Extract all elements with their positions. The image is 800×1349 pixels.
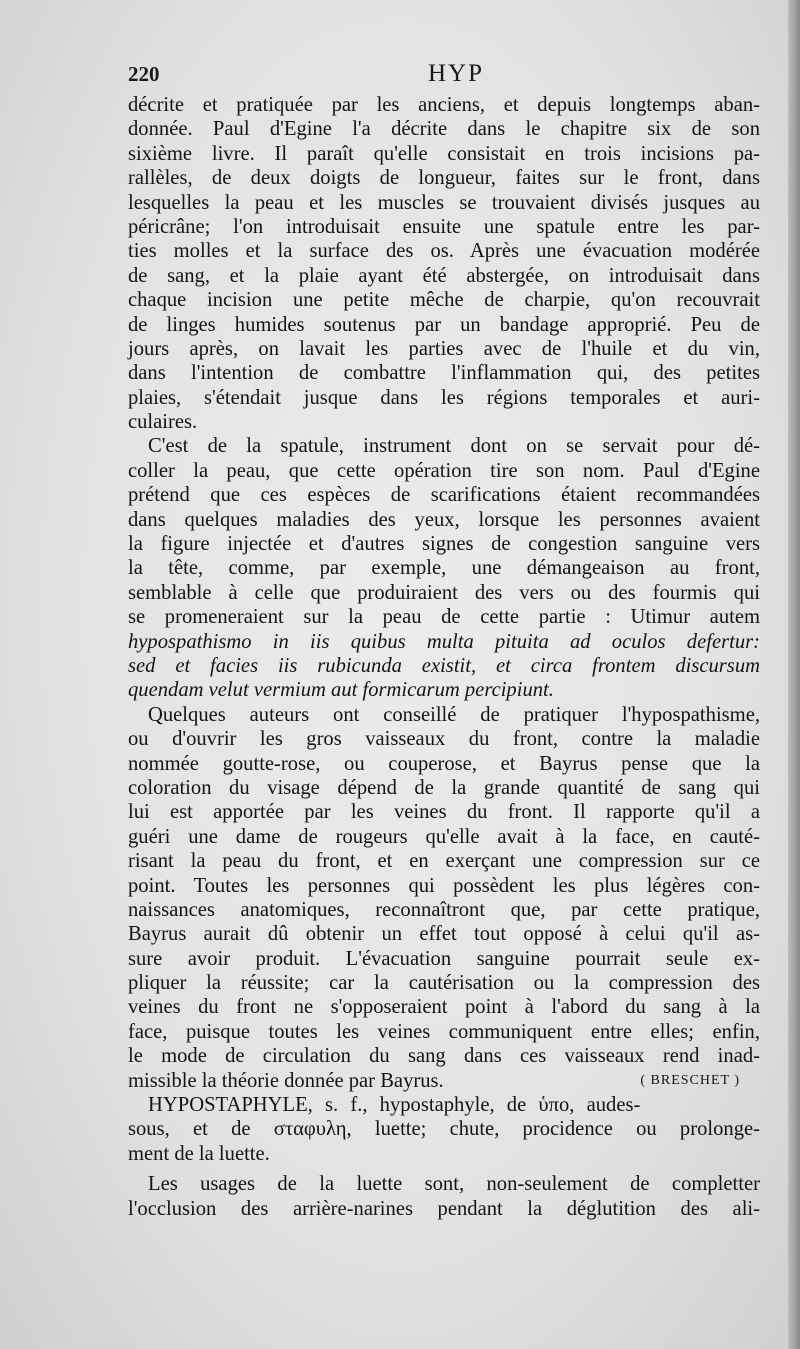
text-line: Bayrus aurait dû obtenir un effet tout opposé à celui qu'il as- [128,923,760,946]
text-line: sixième livre. Il paraît qu'elle consistait en trois incisions pa- [128,142,760,165]
text-line: plaies, s'étendait jusque dans les régions temporales et auri- [128,386,760,409]
text-line: se promeneraient sur la peau de cette partie : Utimur autem [128,606,760,629]
text-line: décrite et pratiquée par les anciens, et depuis longtemps aban- [128,94,760,116]
text-line: culaires. [128,411,198,434]
dictionary-entry [128,1093,760,1166]
page-header [128,62,760,92]
text-line: face, puisque toutes les veines communiquent entre elles; enfin, [128,1020,760,1043]
text-line: lesquelles la peau et les muscles se trouvaient divisés jusques au [128,191,760,214]
text-line: de sang, et la plaie ayant été abstergée, on introduisait dans [128,264,760,287]
running-head: HYP [428,60,485,87]
text-line: C'est de la spatule, instrument dont on se servait pour dé- [148,435,760,458]
text-line: lui est apportée par les veines du front. Il rapporte qu'il a [128,801,760,824]
text-line: veines du front ne s'opposeraient point à l'abord du sang à la [128,996,760,1019]
text-line: ties molles et la surface des os. Après une évacuation modérée [128,240,760,263]
paragraph [128,93,760,434]
text-line: risant la peau du front, et en exerçant une compression sur ce [128,850,760,873]
text-line: ment de la luette. [128,1142,270,1165]
text-line [128,1069,760,1093]
text-line: guéri une dame de rougeurs qu'elle avait à la face, en cauté- [128,825,760,848]
text-line: donnée. Paul d'Egine l'a décrite dans le chapitre six de son [128,118,760,141]
text-line: jours après, on lavait les parties avec de l'huile et du vin, [128,337,760,360]
text-line: naissances anatomiques, reconnaîtront que, par cette pratique, [128,898,760,921]
latin-quote-line: sed et facies iis rubicunda existit, et circa frontem discursum [128,654,760,677]
text-line: la tête, comme, par exemple, une démangeaison au front, [128,557,760,580]
text-line: sure avoir produit. L'évacuation sanguine pourrait seule ex- [128,947,760,970]
text-line: coloration du visage dépend de la grande quantité de sang qui [128,776,760,799]
text-line: péricrâne; l'on introduisait ensuite une spatule entre les par- [128,215,760,238]
text-line: semblable à celle que produiraient des vers ou des fourmis qui [128,581,760,604]
text-line: la figure injectée et d'autres signes de congestion sanguine vers [128,533,760,556]
paragraph [128,1172,760,1221]
latin-quote-line: quendam velut vermium aut formicarum percipiunt. [128,679,554,702]
text-line: nommée goutte-rose, ou couperose, et Bayrus pense que la [128,752,760,775]
text-line: pliquer la réussite; car la cautérisation ou la compression des [128,972,760,995]
text-line: dans quelques maladies des yeux, lorsque les personnes avaient [128,508,760,531]
text-line: point. Toutes les personnes qui possèdent les plus légères con- [128,874,760,897]
text-line: Les usages de la luette sont, non-seulement de completter [148,1173,760,1196]
text-line-content: missible la théorie donnée par Bayrus. [128,1069,444,1092]
text-line: le mode de circulation du sang dans ces vaisseaux rend inad- [128,1045,760,1068]
book-spine-shadow [788,0,800,1349]
paragraph [128,703,760,1093]
text-line: rallèles, de deux doigts de longueur, faites sur le front, dans [128,167,760,190]
text-line: sous, et de σταφυλη, luette; chute, procidence ou prolonge- [128,1118,760,1141]
paragraph [128,434,760,702]
text-line: dans l'intention de combattre l'inflammation qui, des petites [128,362,760,385]
text-line: l'occlusion des arrière-narines pendant la déglutition des ali- [128,1197,760,1220]
page-number: 220 [128,62,160,86]
text-line: prétend que ces espèces de scarifications étaient recommandées [128,484,760,507]
author-signature: ( BRESCHET ) [640,1072,740,1088]
text-line: Quelques auteurs ont conseillé de pratiquer l'hypospathisme, [148,703,760,726]
text-line: de linges humides soutenus par un bandage approprié. Peu de [128,313,760,336]
entry-headword-line: HYPOSTAPHYLE, s. f., hypostaphyle, de ὑπο, audes- [148,1094,641,1117]
text-line: coller la peau, que cette opération tire son nom. Paul d'Egine [128,459,760,482]
body-text [128,93,760,1221]
latin-quote-line: hypospathismo in iis quibus multa pituita ad oculos defertur: [128,630,760,653]
text-line: ou d'ouvrir les gros vaisseaux du front, contre la maladie [128,728,760,751]
text-line: chaque incision une petite mêche de charpie, qu'on recouvrait [128,289,760,312]
